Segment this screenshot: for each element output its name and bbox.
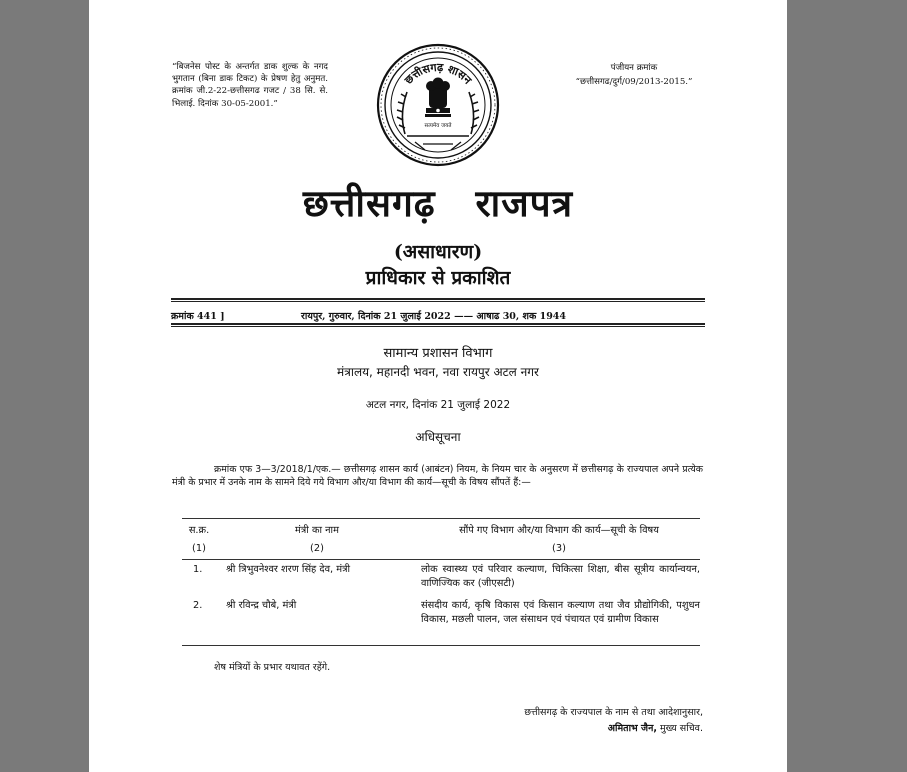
publication-authority: प्राधिकार से प्रकाशित [365,267,511,289]
state-emblem-icon [375,42,501,168]
gazette-subtitle: (असाधारण) [393,241,483,263]
table-rule-mid [182,559,700,560]
notification-date: अटल नगर, दिनांक 21 जुलाई 2022 [365,399,511,411]
notification-body: क्रमांक एफ 3—3/2018/1/एक.— छत्तीसगढ़ शासन कार्य (आबंटन) नियम, के नियम चार के अनुसरण में छत्तीसगढ़ के राज्यपाल अपने प्रत्येक मंत्री के प्रभार में उनके नाम के सामने दिये गये विभाग और/या विभाग की कार्य—सूची के विषय सौंपतें हैं:— [172,464,703,488]
registration-block [549,61,719,89]
notification-heading: अधिसूचना [415,430,461,444]
table-rule-bottom [182,645,700,646]
table-rule-top [182,518,700,519]
table-row-1-serial: 1. [193,564,203,575]
col-number-departments: (3) [552,543,566,554]
registration-label: पंजीयन क्रमांक [610,63,658,73]
emblem-outer-text: छत्तीसगढ़ शासन [402,60,475,87]
table-row-2-departments: संसदीय कार्य, कृषि विकास एवं किसान कल्याण तथा जैव प्रौद्योगिकी, पशुधन विकास, मछली पालन, जल संसाधन एवं पंचायत एवं ग्रामीण विकास [421,600,700,625]
header-rule-bottom [171,323,705,325]
header-rule-bottom-thin [171,326,705,327]
header-rule-top-thin [171,301,705,302]
col-header-departments: सौंपे गए विभाग और/या विभाग की कार्य—सूची के विषय [459,525,659,536]
col-header-serial: स.क्र. [188,525,210,536]
gazette-page [89,0,787,772]
issue-date-line: रायपुर, गुरुवार, दिनांक 21 जुलाई 2022 —— आषाढ 30, शक 1944 [301,311,567,322]
ministry-address: मंत्रालय, महानदी भवन, नवा रायपुर अटल नगर [337,365,539,379]
gazette-title: छत्तीसगढ़ राजपत्र [302,181,574,225]
signatory [89,721,703,734]
signatory-name: अमिताभ जैन, [607,723,657,734]
lion-capital-icon [425,78,451,118]
col-number-serial: (1) [192,543,206,554]
postal-permit-note: “बिजनेस पोस्ट के अन्तर्गत डाक शुल्क के नगद भुगतान (बिना डाक टिकट) के प्रेषण हेतु अनुमत. क्रमांक जी.2-22-छत्तीसगढ गजट / 38 सि. से. भिलाई. दिनांक 30-05-2001.” [172,62,328,109]
header-rule-top [171,298,705,300]
table-row-1-departments: लोक स्वास्थ्य एवं परिवार कल्याण, चिकित्सा शिक्षा, बीस सूत्रीय कार्यान्वयन, वाणिज्यिक कर (जीएसटी) [421,564,700,589]
registration-number: “छत्तीसगढ/दुर्ग/09/2013-2015.” [575,77,693,87]
col-header-minister: मंत्री का नाम [295,525,339,536]
department-heading: सामान्य प्रशासन विभाग [383,346,493,361]
signatory-title: मुख्य सचिव. [660,723,703,734]
order-line: छत्तीसगढ़ के राज्यपाल के नाम से तथा आदेशानुसार, [524,707,703,718]
emblem-motto: सत्यमेव जयते [424,123,452,129]
table-row-1-minister: श्री त्रिभुवनेश्वर शरण सिंह देव, मंत्री [226,564,351,575]
issue-number: क्रमांक 441 ] [171,311,225,322]
remaining-ministers-note: शेष मंत्रियों के प्रभार यथावत रहेंगे. [214,662,331,673]
table-row-2-serial: 2. [193,600,203,611]
table-row-2-minister: श्री रविन्द्र चौबे, मंत्री [226,600,297,611]
col-number-minister: (2) [310,543,324,554]
